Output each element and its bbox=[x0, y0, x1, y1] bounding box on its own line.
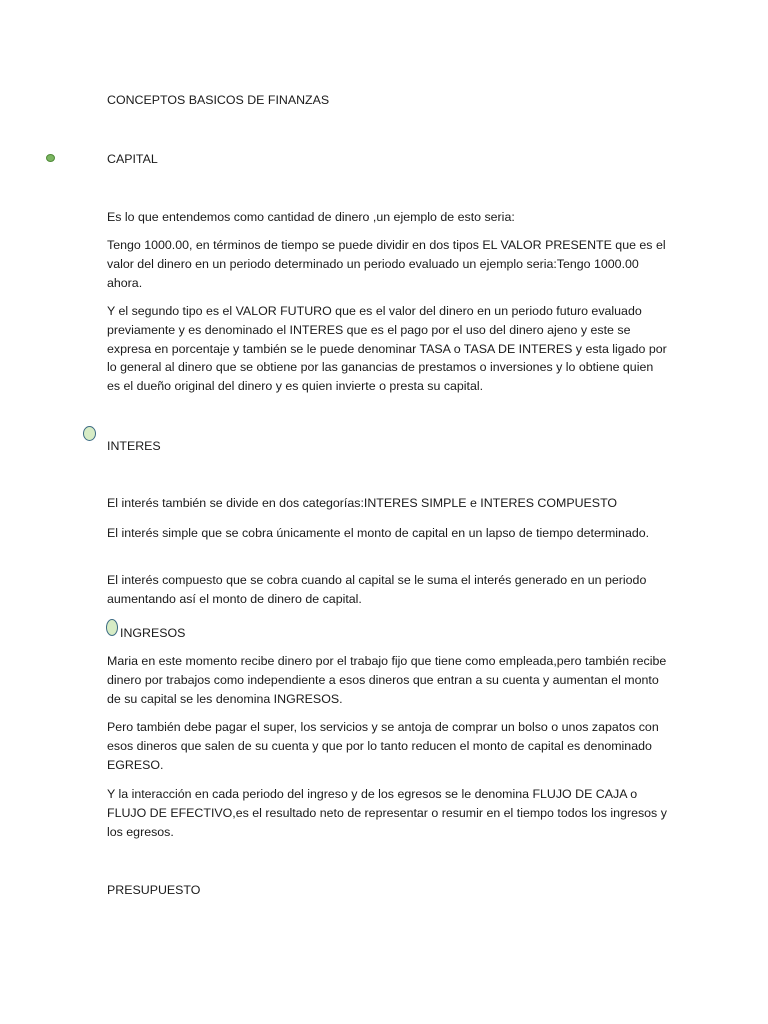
bullet-ring-icon bbox=[106, 619, 118, 636]
paragraph-capital-3: Y el segundo tipo es el VALOR FUTURO que es el valor del dinero en un periodo futuro evaluado previamente y es denominado el INTERES que es el pago por el uso del dinero ajeno y este se expresa en porcentaje y también se le puede denominar TASA o TASA DE INTERES y esta ligado por lo general al dinero que se obtiene por las ganancias de prestamos o inversiones y lo obtiene quien es el dueño original del dinero y es quien invierte o presta su capital. bbox=[107, 304, 667, 394]
bullet-ring-icon bbox=[83, 426, 96, 441]
paragraph-interes-3: El interés compuesto que se cobra cuando al capital se le suma el interés generado en un periodo aumentando así el monto de dinero de capital. bbox=[107, 573, 647, 606]
paragraph-ingresos-1: Maria en este momento recibe dinero por el trabajo fijo que tiene como empleada,pero también recibe dinero por trabajos como independiente a esos dineros que entran a su cuenta y aumentan el monto de su capital se les denomina INGRESOS. bbox=[107, 654, 667, 706]
paragraph-capital-2: Tengo 1000.00, en términos de tiempo se puede dividir en dos tipos EL VALOR PRESENTE que es el valor del dinero en un periodo determinado un periodo evaluado un ejemplo seria:Tengo 1000.00 ahora. bbox=[107, 238, 666, 290]
paragraph-capital-1: Es lo que entendemos como cantidad de dinero ,un ejemplo de esto seria: bbox=[107, 210, 515, 224]
paragraph-interes-1: El interés también se divide en dos categorías:INTERES SIMPLE e INTERES COMPUESTO bbox=[107, 496, 618, 510]
bullet-dot-icon bbox=[46, 154, 55, 162]
paragraph-interes-2: El interés simple que se cobra únicamente el monto de capital en un lapso de tiempo determinado. bbox=[107, 526, 650, 540]
paragraph-ingresos-2: Pero también debe pagar el super, los servicios y se antoja de comprar un bolso o unos zapatos con esos dineros que salen de su cuenta y que por lo tanto reducen el monto de capital es denominado EGRESO. bbox=[107, 720, 659, 772]
section-heading-interes: INTERES bbox=[107, 439, 161, 453]
section-heading-presupuesto: PRESUPUESTO bbox=[107, 883, 201, 897]
section-heading-ingresos: INGRESOS bbox=[120, 626, 186, 640]
section-heading-capital: CAPITAL bbox=[107, 152, 158, 166]
paragraph-ingresos-3: Y la interacción en cada periodo del ingreso y de los egresos se le denomina FLUJO DE CAJA o FLUJO DE EFECTIVO,es el resultado neto de representar o resumir en el tiempo todos los ingresos y los egresos. bbox=[107, 787, 667, 839]
document-title: CONCEPTOS BASICOS DE FINANZAS bbox=[107, 93, 330, 107]
